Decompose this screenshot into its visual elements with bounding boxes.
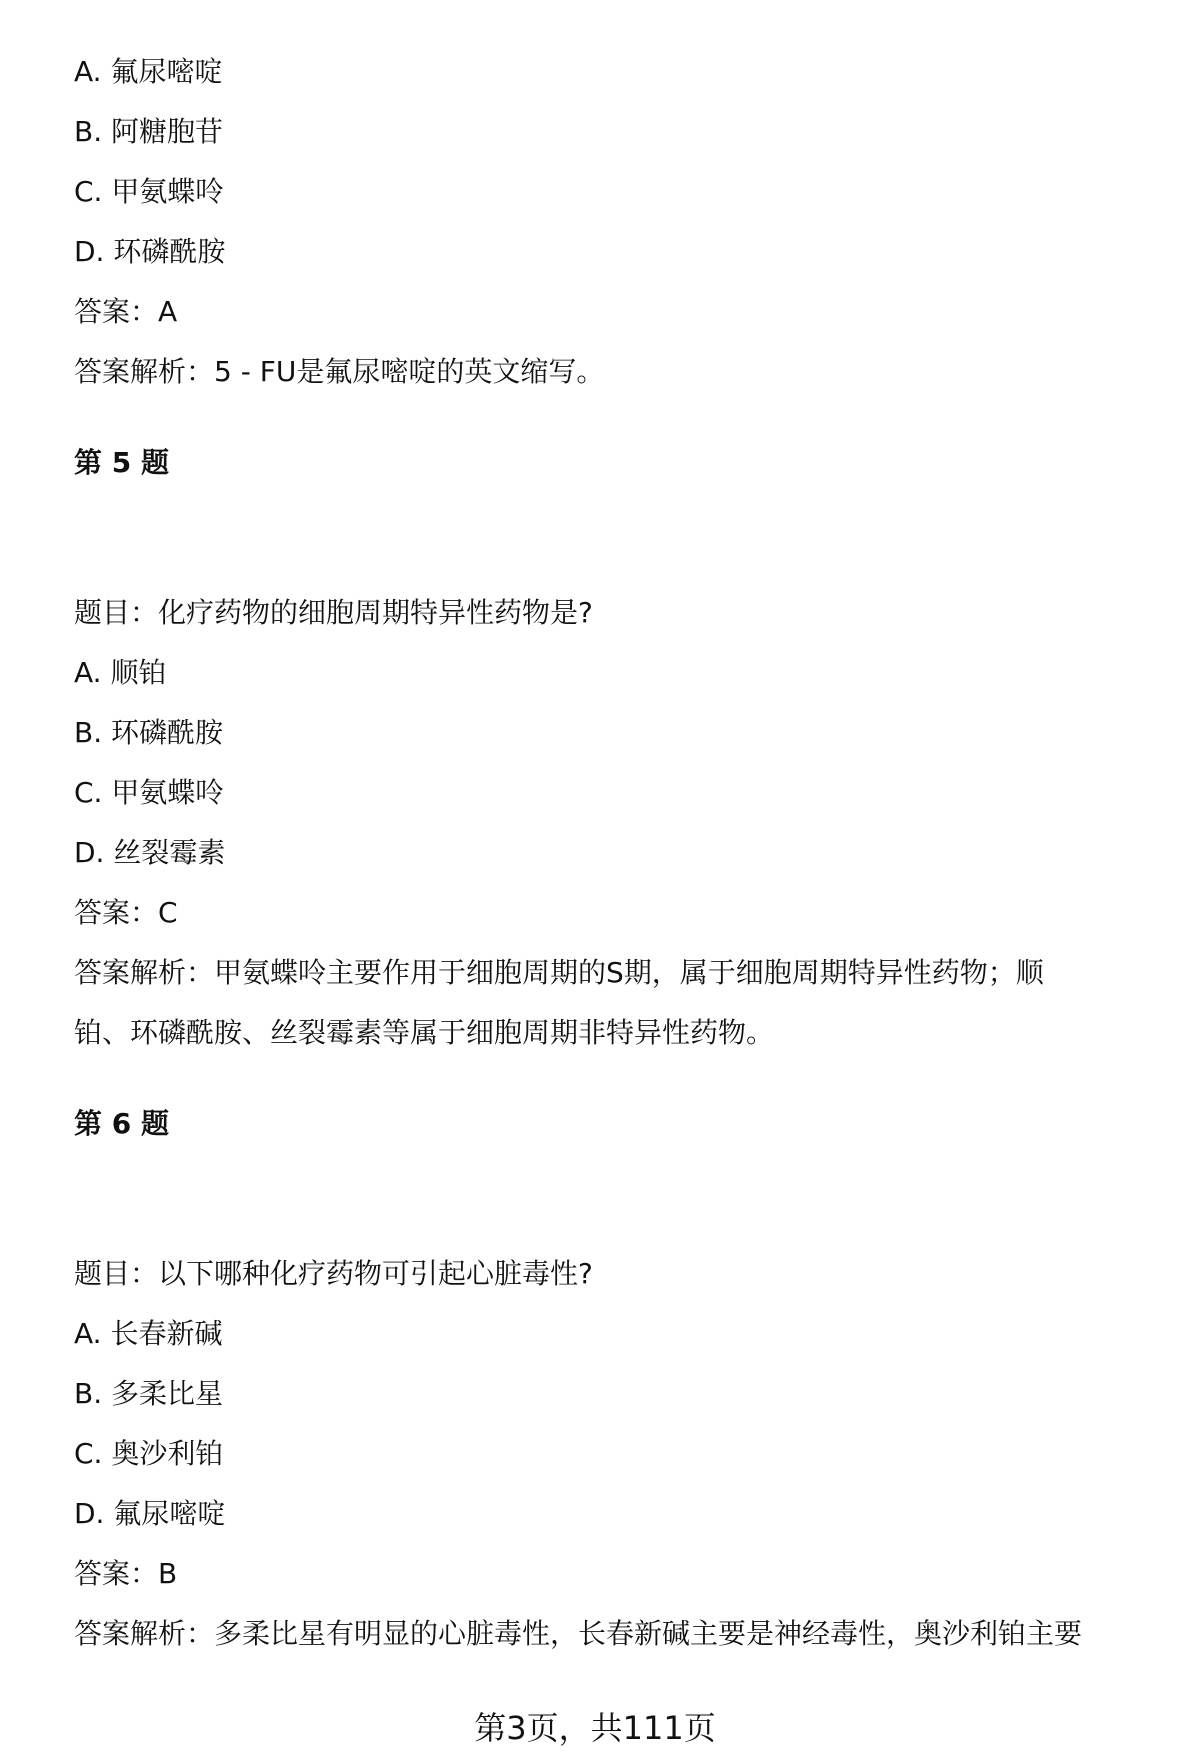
q6-option-c: C. 奥沙利铂 [74, 1437, 224, 1470]
q5-explanation-line-1: 答案解析：甲氨蝶呤主要作用于细胞周期的S期，属于细胞周期特异性药物；顺 [74, 956, 1044, 989]
q6-option-a: A. 长春新碱 [74, 1317, 223, 1350]
q5-option-a: A. 顺铂 [74, 656, 167, 689]
q4-explanation: 答案解析：5 - FU是氟尿嘧啶的英文缩写。 [74, 355, 605, 388]
q5-option-c: C. 甲氨蝶呤 [74, 776, 224, 809]
q4-option-d: D. 环磷酰胺 [74, 235, 226, 268]
q6-heading: 第 6 题 [74, 1107, 169, 1140]
q6-explanation-line-1: 答案解析：多柔比星有明显的心脏毒性，长春新碱主要是神经毒性，奥沙利铂主要 [74, 1617, 1083, 1650]
q6-option-d: D. 氟尿嘧啶 [74, 1497, 226, 1530]
q5-option-d: D. 丝裂霉素 [74, 836, 226, 869]
q5-answer: 答案：C [74, 896, 178, 929]
q6-option-b: B. 多柔比星 [74, 1377, 224, 1410]
q4-answer: 答案：A [74, 295, 178, 328]
q5-option-b: B. 环磷酰胺 [74, 716, 224, 749]
q6-answer: 答案：B [74, 1557, 178, 1590]
q5-explanation-line-2: 铂、环磷酰胺、丝裂霉素等属于细胞周期非特异性药物。 [74, 1016, 775, 1049]
q5-heading: 第 5 题 [74, 446, 169, 479]
q6-question: 题目：以下哪种化疗药物可引起心脏毒性? [74, 1257, 593, 1290]
q4-option-b: B. 阿糖胞苷 [74, 115, 224, 148]
q4-option-c: C. 甲氨蝶呤 [74, 175, 224, 208]
q4-option-a: A. 氟尿嘧啶 [74, 55, 223, 88]
q5-question: 题目：化疗药物的细胞周期特异性药物是? [74, 596, 593, 629]
page-number-footer: 第3页，共111页 [474, 1709, 716, 1747]
